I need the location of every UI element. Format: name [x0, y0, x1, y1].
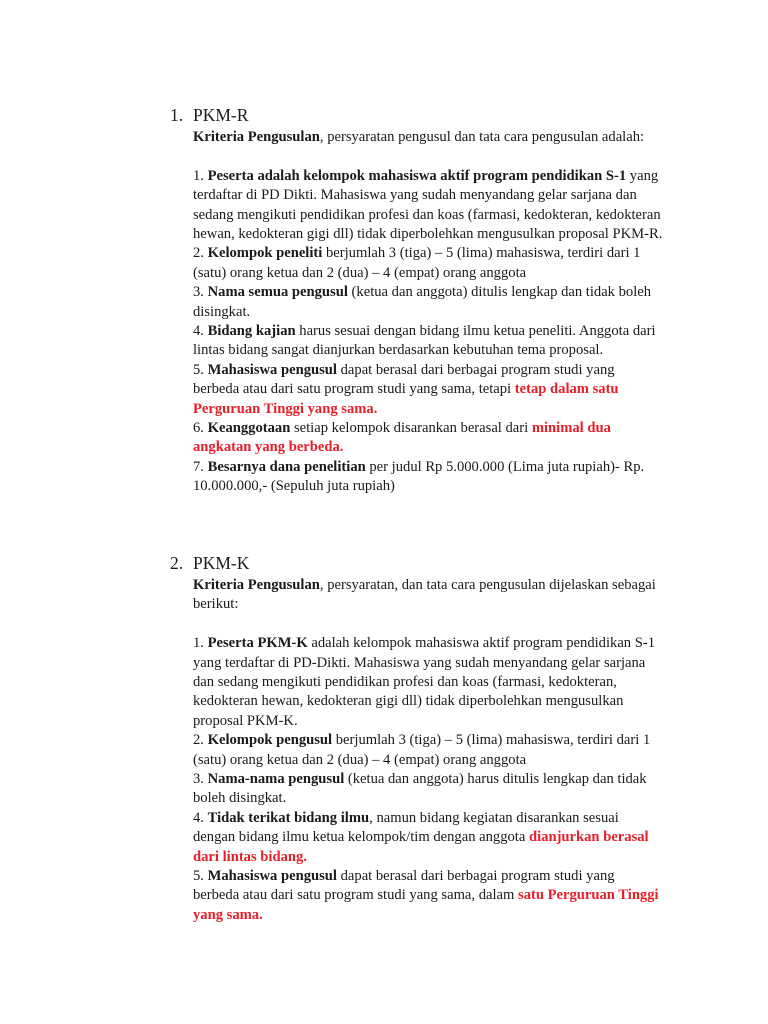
- item-text: berjumlah 3 (tiga) – 5 (lima) mahasiswa, terdiri dari 1 (satu) orang ketua dan 2 (dua) – 4 (empat) orang anggota: [193, 245, 641, 281]
- item-number: 1.: [193, 635, 204, 652]
- item-text: berjumlah 3 (tiga) – 5 (lima) mahasiswa, terdiri dari 1 (satu) orang ketua dan 2 (dua) – 4 (empat) orang anggota: [193, 732, 651, 768]
- section-number: 2.: [170, 553, 184, 573]
- item-number: 2.: [193, 245, 204, 262]
- item-bold: Peserta PKM-K: [207, 635, 308, 652]
- item-number: 3.: [193, 284, 204, 301]
- section-content: [193, 128, 663, 497]
- list-item: [193, 244, 663, 283]
- item-bold: Nama semua pengusul: [207, 284, 348, 301]
- item-number: 7.: [193, 458, 204, 475]
- item-highlight: dianjurkan berasal dari lintas bidang.: [193, 829, 649, 865]
- list-item: [193, 770, 663, 809]
- list-item: [193, 809, 663, 867]
- list-item: [193, 167, 663, 245]
- item-bold: Nama-nama pengusul: [207, 771, 345, 788]
- item-highlight: minimal dua angkatan yang berbeda.: [193, 420, 611, 456]
- item-number: 4.: [193, 809, 204, 826]
- item-text: setiap kelompok disarankan berasal dari: [290, 420, 532, 437]
- item-number: 5.: [193, 868, 204, 885]
- item-number: 6.: [193, 420, 204, 437]
- section-title: PKM-R: [193, 105, 249, 125]
- item-number: 5.: [193, 361, 204, 378]
- item-text: yang terdaftar di PD Dikti. Mahasiswa yang sudah menyandang gelar sarjana dan sedang mengikuti pendidikan profesi dan koas (farmasi, kedokteran, kedokteran hewan, kedokteran gigi dll) tidak diperbolehkan mengusulkan proposal PKM-R.: [193, 167, 663, 243]
- item-bold: Kelompok peneliti: [207, 245, 323, 262]
- item-highlight: tetap dalam satu Perguruan Tinggi yang sama.: [193, 381, 619, 417]
- item-text: , namun bidang kegiatan disarankan sesuai dengan bidang ilmu ketua kelompok/tim dengan anggota: [193, 809, 619, 846]
- item-bold: Tidak terikat bidang ilmu: [207, 809, 370, 826]
- item-number: 4.: [193, 323, 204, 340]
- section-heading: [0, 102, 768, 128]
- intro-paragraph: [193, 576, 663, 615]
- item-text: dapat berasal dari berbagai program studi yang berbeda atau dari satu program studi yang sama, tetapi: [193, 361, 615, 398]
- item-bold: Peserta adalah kelompok mahasiswa aktif program pendidikan S-1: [207, 167, 627, 184]
- section-pkm-k: [0, 550, 768, 925]
- intro-bold: Kriteria Pengusulan: [193, 129, 320, 145]
- list-item: [193, 322, 663, 361]
- list-item: [193, 283, 663, 322]
- item-bold: Besarnya dana penelitian: [207, 458, 366, 475]
- item-bold: Keanggotaan: [207, 420, 291, 437]
- item-text: per judul Rp 5.000.000 (Lima juta rupiah)- Rp. 10.000.000,- (Sepuluh juta rupiah): [193, 458, 645, 495]
- item-text: dapat berasal dari berbagai program studi yang berbeda atau dari satu program studi yang sama, dalam: [193, 868, 615, 904]
- section-title: PKM-K: [193, 553, 250, 573]
- item-text: adalah kelompok mahasiswa aktif program pendidikan S-1 yang terdaftar di PD-Dikti. Mahasiswa yang sudah menyandang gelar sarjana dan sedang mengikuti pendidikan profesi dan koas (farmasi, kedokteran, kedokteran hewan, kedokteran gigi dll) tidak diperbolehkan mengusulkan proposal PKM-K.: [193, 635, 656, 729]
- list-item: [193, 419, 663, 458]
- section-content: [193, 576, 663, 925]
- intro-bold: Kriteria Pengusulan: [193, 577, 320, 593]
- intro-paragraph: [193, 128, 663, 147]
- item-text: (ketua dan anggota) harus ditulis lengkap dan tidak boleh disingkat.: [193, 771, 647, 807]
- item-bold: Kelompok pengusul: [207, 732, 333, 749]
- item-number: 1.: [193, 167, 204, 184]
- list-item: [193, 634, 663, 731]
- item-bold: Mahasiswa pengusul: [207, 868, 337, 885]
- list-item: [193, 867, 663, 925]
- item-bold: Bidang kajian: [207, 323, 296, 340]
- item-number: 3.: [193, 771, 204, 788]
- section-number: 1.: [170, 105, 184, 125]
- list-item: [193, 458, 663, 497]
- item-bold: Mahasiswa pengusul: [207, 361, 337, 378]
- section-pkm-r: [0, 102, 768, 497]
- intro-text: , persyaratan pengusul dan tata cara pengusulan adalah:: [319, 129, 645, 145]
- item-number: 2.: [193, 732, 204, 749]
- section-heading: [0, 550, 768, 576]
- list-item: [193, 361, 663, 419]
- item-highlight: satu Perguruan Tinggi yang sama.: [193, 887, 659, 923]
- list-item: [193, 731, 663, 770]
- item-text: (ketua dan anggota) ditulis lengkap dan tidak boleh disingkat.: [193, 284, 652, 320]
- item-text: harus sesuai dengan bidang ilmu ketua peneliti. Anggota dari lintas bidang sangat dianjurkan berdasarkan kebutuhan tema proposal.: [193, 323, 656, 359]
- intro-text: , persyaratan, dan tata cara pengusulan dijelaskan sebagai berikut:: [193, 577, 656, 613]
